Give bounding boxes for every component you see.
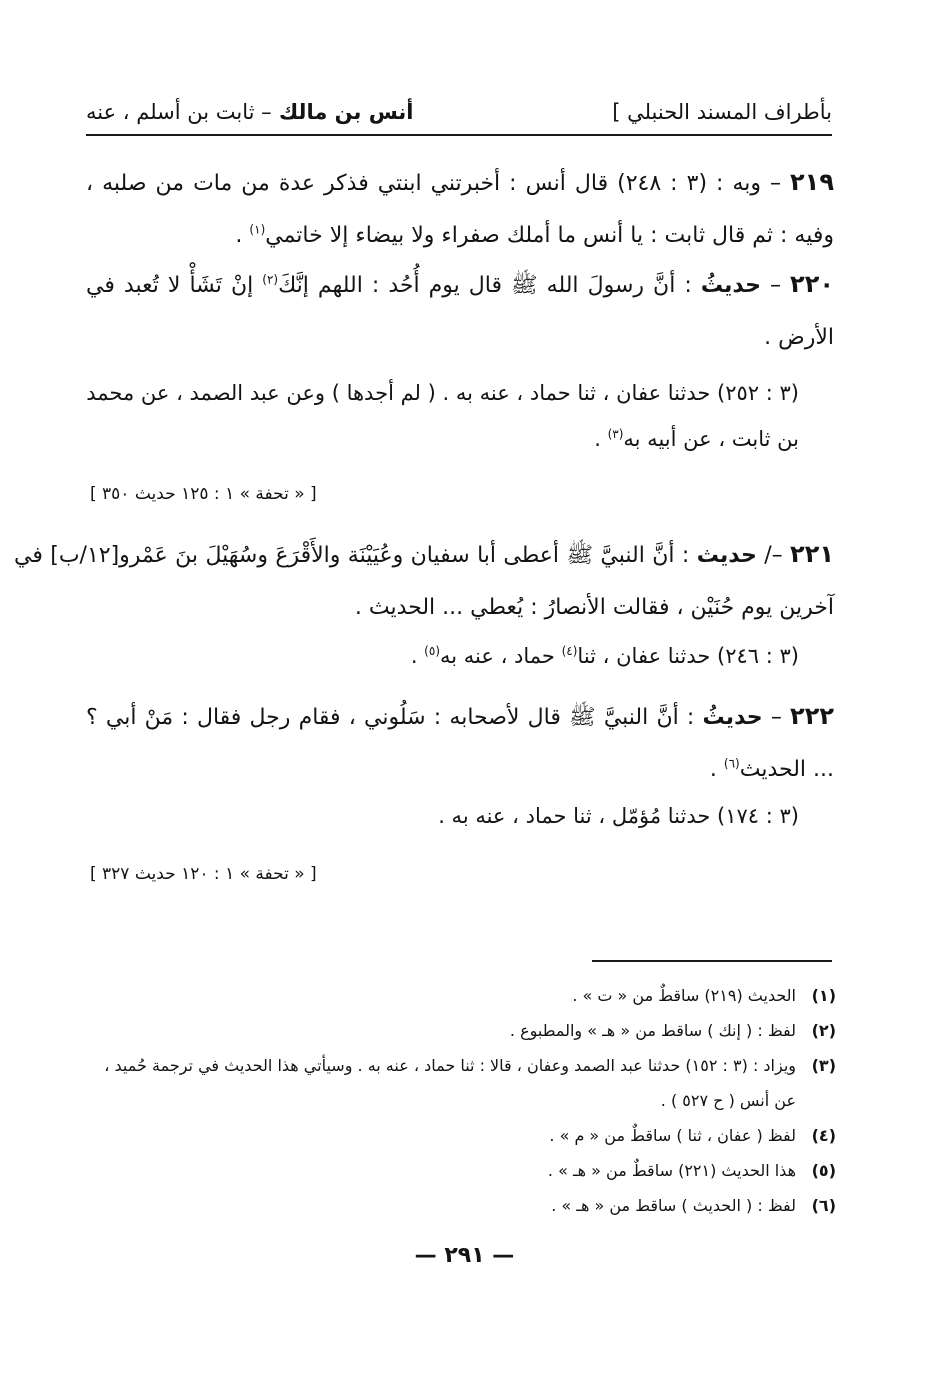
footnote-2	[86, 1013, 836, 1048]
hadith-keyword: حديث	[696, 543, 757, 568]
source-text-end: .	[410, 644, 425, 668]
footnote-number: (١)	[811, 986, 836, 1005]
hadith-number: ٢٢٢	[790, 702, 834, 730]
source-text: (٣ : ٢٥٢) حدثنا عفان ، ثنا حماد ، عنه به . ( لم أجدها ) وعن عبد الصمد ، عن محمد بن ثابت ، عن أبيه به	[86, 381, 799, 451]
hadith-dash: –	[762, 705, 782, 730]
footnote-ref: (١)	[249, 222, 266, 237]
footnote-4	[86, 1118, 836, 1153]
hadith-221	[14, 528, 834, 634]
tuhfa-ref-220: [ « تحفة » ١ : ١٢٥ حديث ٣٥٠ ]	[90, 484, 317, 504]
footnote-text: ويزاد : (٣ : ١٥٢) حدثنا عبد الصمد وعفان ، قالا : ثنا حماد ، عنه به . وسيأتي هذا الحديث في ترجمة حُميد ، عن أنس ( ح ٥٢٧ ) .	[104, 1056, 796, 1110]
hadith-dash: –	[760, 273, 781, 298]
source-text: (٣ : ٢٤٦) حدثنا عفان ، ثنا	[577, 644, 799, 668]
footnote-ref: (٢)	[262, 272, 279, 287]
footnote-5	[86, 1153, 836, 1188]
hadith-dash: –/	[756, 543, 783, 568]
footnote-rule	[592, 960, 832, 962]
hadith-222	[86, 690, 834, 796]
footnote-number: (٢)	[811, 1021, 836, 1040]
hadith-text: : أنَّ النبيَّ ﷺ قال لأصحابه : سَلُوني ، فقام رجل فقال : مَنْ أبي ؟ ... الحديث	[86, 705, 834, 782]
tuhfa-ref-222: [ « تحفة » ١ : ١٢٠ حديث ٣٢٧ ]	[90, 864, 317, 884]
hadith-number: ٢٢٠	[790, 270, 834, 298]
footnote-number: (٤)	[811, 1126, 836, 1145]
header-rule	[86, 134, 832, 136]
footnote-ref: (٦)	[723, 756, 740, 771]
hadith-text-end: .	[709, 757, 724, 782]
hadith-text: – وبه : (٣ : ٢٤٨) قال أنس : أخبرتني ابنتي فذكر عدة من مات من صلبه ، وفيه : ثم قال ثابت : يا أنس ما أملك صفراء ولا بيضاء إلا خاتمي	[86, 171, 834, 248]
hadith-number: ٢١٩	[790, 168, 834, 196]
source-text-end: .	[594, 427, 608, 451]
hadith-text: : أنَّ النبيَّ ﷺ أعطى أبا سفيان وعُيَيْنَة والأَقْرَعَ وسُهَيْلَ بنَ عَمْرو[١٢/ب] في آخرين يوم حُنَيْن ، فقالت الأنصارُ : يُعطي ... الحديث .	[14, 543, 834, 620]
hadith-text-end: إنْ تَشَأْ لا تُعبد في الأرض .	[86, 273, 834, 350]
hadith-keyword: حديثُ	[700, 273, 761, 298]
footnote-1	[86, 978, 836, 1013]
header-book-title: بأطراف المسند الحنبلي ]	[612, 100, 832, 124]
footnote-number: (٥)	[811, 1161, 836, 1180]
footnote-ref: (٥)	[424, 644, 440, 658]
hadith-221-source	[411, 644, 799, 668]
hadith-220	[86, 258, 834, 364]
header-chapter	[86, 100, 414, 124]
header-chapter-sub: – ثابت بن أسلم ، عنه	[86, 100, 272, 124]
hadith-220-source	[86, 370, 799, 462]
footnote-text: لفظ ( عفان ، ثنا ) ساقطٌ من « م » .	[549, 1126, 796, 1145]
footnote-6	[86, 1188, 836, 1223]
hadith-text: : أنَّ رسولَ الله ﷺ قال يوم أُحُد : اللهم إنَّكَ	[278, 273, 701, 298]
source-text-mid: حماد ، عنه به	[440, 644, 562, 668]
header-chapter-name: أنس بن مالك	[279, 100, 414, 124]
footnote-text: لفظ : ( إنك ) ساقط من « هـ » والمطبوع .	[509, 1021, 796, 1040]
footnote-ref: (٤)	[561, 644, 578, 658]
footnote-3	[86, 1048, 836, 1118]
footnote-text: لفظ : ( الحديث ) ساقط من « هـ » .	[551, 1196, 796, 1215]
hadith-text-end: .	[235, 223, 250, 248]
hadith-number: ٢٢١	[790, 540, 834, 568]
footnote-number: (٦)	[811, 1196, 836, 1215]
running-header	[86, 92, 832, 132]
page-number: — ٢٩١ —	[414, 1243, 515, 1268]
footnote-text: الحديث (٢١٩) ساقطٌ من « ت » .	[572, 986, 796, 1005]
hadith-222-source: (٣ : ١٧٤) حدثنا مُؤمّل ، ثنا حماد ، عنه به .	[438, 804, 799, 828]
footnotes	[86, 978, 836, 1223]
hadith-219	[86, 156, 834, 262]
footnote-text: هذا الحديث (٢٢١) ساقطٌ من « هـ » .	[547, 1161, 796, 1180]
footnote-ref: (٣)	[607, 427, 624, 441]
hadith-keyword: حديثُ	[702, 705, 763, 730]
footnote-number: (٣)	[811, 1056, 836, 1075]
